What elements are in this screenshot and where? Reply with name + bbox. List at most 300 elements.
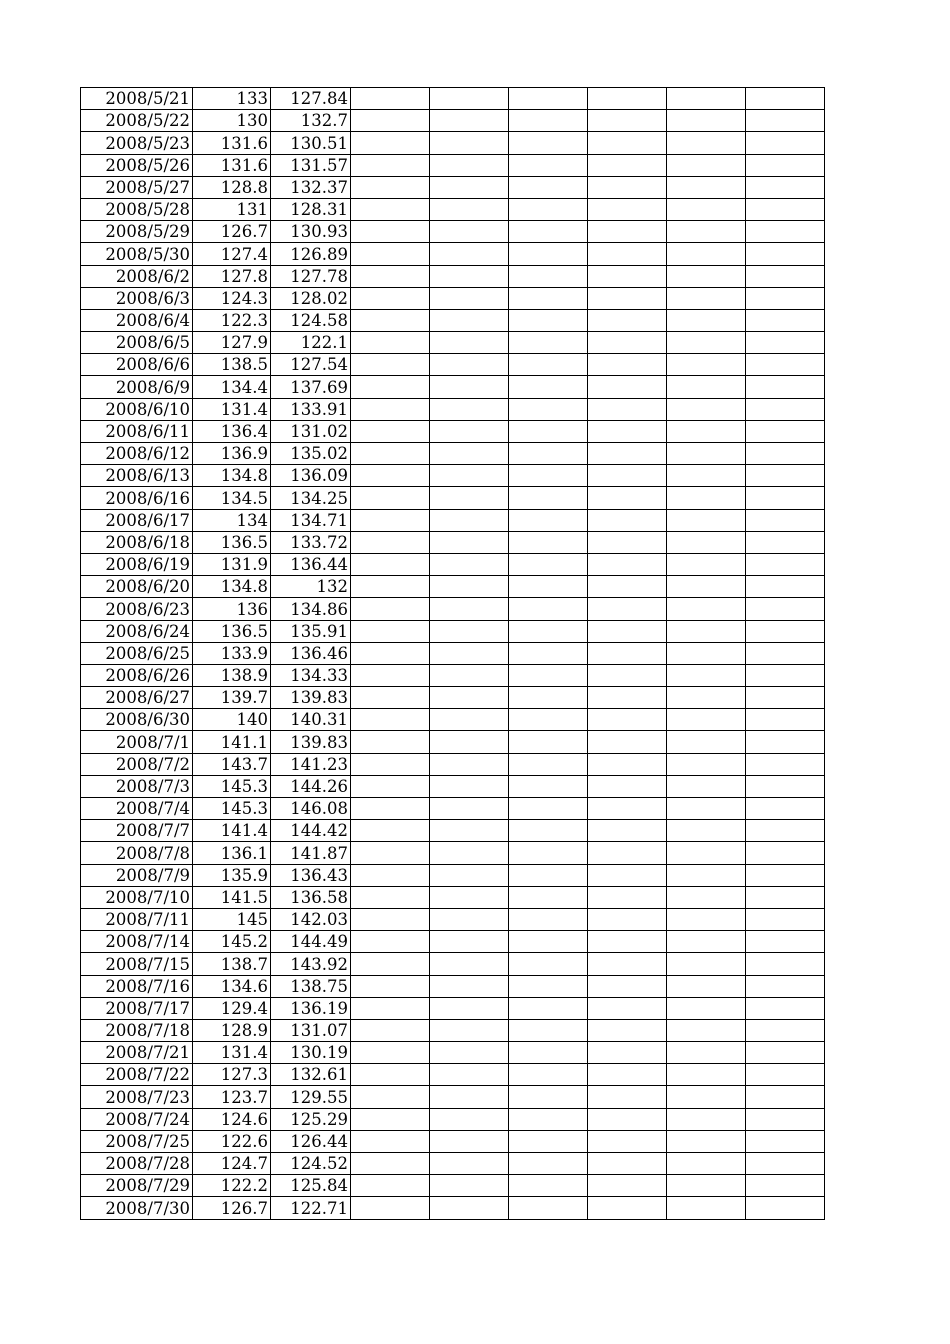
empty-cell[interactable] [667,1130,746,1152]
empty-cell[interactable] [351,1175,430,1197]
date-cell[interactable]: 2008/6/11 [81,420,193,442]
empty-cell[interactable] [509,1019,588,1041]
empty-cell[interactable] [588,775,667,797]
date-cell[interactable]: 2008/7/15 [81,953,193,975]
empty-cell[interactable] [667,1042,746,1064]
date-cell[interactable]: 2008/7/3 [81,775,193,797]
value-a-cell[interactable]: 134.6 [193,975,271,997]
date-cell[interactable]: 2008/7/24 [81,1108,193,1130]
empty-cell[interactable] [509,154,588,176]
empty-cell[interactable] [746,332,825,354]
empty-cell[interactable] [746,110,825,132]
value-a-cell[interactable]: 136.5 [193,531,271,553]
empty-cell[interactable] [746,132,825,154]
empty-cell[interactable] [351,487,430,509]
value-a-cell[interactable]: 134.8 [193,465,271,487]
empty-cell[interactable] [509,354,588,376]
value-a-cell[interactable]: 131.9 [193,553,271,575]
value-b-cell[interactable]: 131.02 [271,420,351,442]
empty-cell[interactable] [430,221,509,243]
empty-cell[interactable] [351,154,430,176]
empty-cell[interactable] [351,687,430,709]
value-b-cell[interactable]: 127.78 [271,265,351,287]
date-cell[interactable]: 2008/6/6 [81,354,193,376]
empty-cell[interactable] [667,709,746,731]
value-b-cell[interactable]: 146.08 [271,798,351,820]
empty-cell[interactable] [509,176,588,198]
empty-cell[interactable] [746,864,825,886]
empty-cell[interactable] [351,820,430,842]
value-a-cell[interactable]: 128.8 [193,176,271,198]
empty-cell[interactable] [430,753,509,775]
empty-cell[interactable] [509,1130,588,1152]
empty-cell[interactable] [430,864,509,886]
date-cell[interactable]: 2008/6/27 [81,687,193,709]
value-b-cell[interactable]: 124.52 [271,1153,351,1175]
empty-cell[interactable] [430,576,509,598]
empty-cell[interactable] [746,975,825,997]
empty-cell[interactable] [430,642,509,664]
empty-cell[interactable] [588,1042,667,1064]
empty-cell[interactable] [588,931,667,953]
date-cell[interactable]: 2008/6/26 [81,664,193,686]
value-a-cell[interactable]: 141.1 [193,731,271,753]
empty-cell[interactable] [667,553,746,575]
value-a-cell[interactable]: 124.6 [193,1108,271,1130]
empty-cell[interactable] [746,1153,825,1175]
value-b-cell[interactable]: 140.31 [271,709,351,731]
empty-cell[interactable] [509,1086,588,1108]
empty-cell[interactable] [746,1108,825,1130]
value-b-cell[interactable]: 130.51 [271,132,351,154]
empty-cell[interactable] [351,576,430,598]
value-a-cell[interactable]: 135.9 [193,864,271,886]
empty-cell[interactable] [746,687,825,709]
value-b-cell[interactable]: 134.86 [271,598,351,620]
empty-cell[interactable] [430,687,509,709]
empty-cell[interactable] [430,243,509,265]
empty-cell[interactable] [351,1019,430,1041]
value-a-cell[interactable]: 136.9 [193,443,271,465]
empty-cell[interactable] [430,354,509,376]
empty-cell[interactable] [430,997,509,1019]
empty-cell[interactable] [351,709,430,731]
value-b-cell[interactable]: 132.7 [271,110,351,132]
date-cell[interactable]: 2008/7/18 [81,1019,193,1041]
empty-cell[interactable] [509,132,588,154]
empty-cell[interactable] [509,265,588,287]
empty-cell[interactable] [667,198,746,220]
empty-cell[interactable] [351,465,430,487]
empty-cell[interactable] [667,1175,746,1197]
value-a-cell[interactable]: 133.9 [193,642,271,664]
value-a-cell[interactable]: 136 [193,598,271,620]
empty-cell[interactable] [588,443,667,465]
value-a-cell[interactable]: 136.1 [193,842,271,864]
value-a-cell[interactable]: 136.4 [193,420,271,442]
empty-cell[interactable] [351,1108,430,1130]
empty-cell[interactable] [588,376,667,398]
empty-cell[interactable] [351,997,430,1019]
value-a-cell[interactable]: 136.5 [193,620,271,642]
empty-cell[interactable] [509,221,588,243]
value-b-cell[interactable]: 131.57 [271,154,351,176]
empty-cell[interactable] [746,265,825,287]
empty-cell[interactable] [351,775,430,797]
value-a-cell[interactable]: 128.9 [193,1019,271,1041]
empty-cell[interactable] [588,265,667,287]
empty-cell[interactable] [588,198,667,220]
empty-cell[interactable] [588,1197,667,1219]
empty-cell[interactable] [667,1197,746,1219]
empty-cell[interactable] [430,664,509,686]
date-cell[interactable]: 2008/5/23 [81,132,193,154]
empty-cell[interactable] [351,88,430,110]
empty-cell[interactable] [588,531,667,553]
empty-cell[interactable] [509,997,588,1019]
empty-cell[interactable] [430,132,509,154]
date-cell[interactable]: 2008/6/4 [81,309,193,331]
date-cell[interactable]: 2008/7/21 [81,1042,193,1064]
empty-cell[interactable] [588,1153,667,1175]
empty-cell[interactable] [509,198,588,220]
empty-cell[interactable] [667,176,746,198]
value-b-cell[interactable]: 136.46 [271,642,351,664]
empty-cell[interactable] [746,664,825,686]
empty-cell[interactable] [430,820,509,842]
date-cell[interactable]: 2008/7/10 [81,886,193,908]
empty-cell[interactable] [430,775,509,797]
empty-cell[interactable] [430,953,509,975]
empty-cell[interactable] [667,620,746,642]
empty-cell[interactable] [667,664,746,686]
empty-cell[interactable] [351,731,430,753]
value-b-cell[interactable]: 136.09 [271,465,351,487]
empty-cell[interactable] [667,997,746,1019]
date-cell[interactable]: 2008/7/4 [81,798,193,820]
date-cell[interactable]: 2008/7/8 [81,842,193,864]
empty-cell[interactable] [746,198,825,220]
empty-cell[interactable] [351,753,430,775]
empty-cell[interactable] [351,243,430,265]
value-b-cell[interactable]: 128.02 [271,287,351,309]
empty-cell[interactable] [509,687,588,709]
value-b-cell[interactable]: 132 [271,576,351,598]
empty-cell[interactable] [588,243,667,265]
empty-cell[interactable] [351,443,430,465]
empty-cell[interactable] [509,398,588,420]
date-cell[interactable]: 2008/5/21 [81,88,193,110]
empty-cell[interactable] [351,221,430,243]
value-a-cell[interactable]: 131.4 [193,1042,271,1064]
empty-cell[interactable] [430,176,509,198]
empty-cell[interactable] [588,731,667,753]
empty-cell[interactable] [746,154,825,176]
date-cell[interactable]: 2008/6/9 [81,376,193,398]
empty-cell[interactable] [430,509,509,531]
empty-cell[interactable] [588,798,667,820]
empty-cell[interactable] [667,1086,746,1108]
empty-cell[interactable] [351,265,430,287]
empty-cell[interactable] [588,820,667,842]
empty-cell[interactable] [430,443,509,465]
value-a-cell[interactable]: 131.6 [193,154,271,176]
empty-cell[interactable] [351,842,430,864]
empty-cell[interactable] [588,687,667,709]
empty-cell[interactable] [588,309,667,331]
empty-cell[interactable] [746,1130,825,1152]
empty-cell[interactable] [588,642,667,664]
value-b-cell[interactable]: 136.19 [271,997,351,1019]
value-a-cell[interactable]: 131.4 [193,398,271,420]
empty-cell[interactable] [430,908,509,930]
empty-cell[interactable] [509,731,588,753]
empty-cell[interactable] [430,1108,509,1130]
empty-cell[interactable] [588,886,667,908]
empty-cell[interactable] [667,1153,746,1175]
value-b-cell[interactable]: 133.72 [271,531,351,553]
empty-cell[interactable] [430,553,509,575]
empty-cell[interactable] [746,465,825,487]
empty-cell[interactable] [667,465,746,487]
value-b-cell[interactable]: 144.42 [271,820,351,842]
empty-cell[interactable] [430,1086,509,1108]
empty-cell[interactable] [430,975,509,997]
value-b-cell[interactable]: 136.44 [271,553,351,575]
date-cell[interactable]: 2008/7/16 [81,975,193,997]
empty-cell[interactable] [509,332,588,354]
empty-cell[interactable] [667,798,746,820]
value-a-cell[interactable]: 131 [193,198,271,220]
value-b-cell[interactable]: 144.26 [271,775,351,797]
date-cell[interactable]: 2008/7/22 [81,1064,193,1086]
value-b-cell[interactable]: 122.1 [271,332,351,354]
value-a-cell[interactable]: 127.9 [193,332,271,354]
value-b-cell[interactable]: 135.02 [271,443,351,465]
value-a-cell[interactable]: 134 [193,509,271,531]
empty-cell[interactable] [588,553,667,575]
empty-cell[interactable] [509,1042,588,1064]
empty-cell[interactable] [667,975,746,997]
value-b-cell[interactable]: 133.91 [271,398,351,420]
date-cell[interactable]: 2008/6/13 [81,465,193,487]
value-a-cell[interactable]: 129.4 [193,997,271,1019]
empty-cell[interactable] [351,110,430,132]
empty-cell[interactable] [746,886,825,908]
empty-cell[interactable] [351,376,430,398]
value-b-cell[interactable]: 136.43 [271,864,351,886]
empty-cell[interactable] [509,110,588,132]
empty-cell[interactable] [351,1130,430,1152]
empty-cell[interactable] [746,775,825,797]
empty-cell[interactable] [667,753,746,775]
empty-cell[interactable] [430,1019,509,1041]
empty-cell[interactable] [351,1153,430,1175]
empty-cell[interactable] [746,1175,825,1197]
value-b-cell[interactable]: 126.44 [271,1130,351,1152]
empty-cell[interactable] [351,176,430,198]
value-b-cell[interactable]: 143.92 [271,953,351,975]
empty-cell[interactable] [667,576,746,598]
empty-cell[interactable] [746,509,825,531]
empty-cell[interactable] [667,775,746,797]
empty-cell[interactable] [588,332,667,354]
empty-cell[interactable] [588,842,667,864]
value-b-cell[interactable]: 134.25 [271,487,351,509]
empty-cell[interactable] [509,243,588,265]
empty-cell[interactable] [667,642,746,664]
date-cell[interactable]: 2008/7/9 [81,864,193,886]
empty-cell[interactable] [588,620,667,642]
empty-cell[interactable] [430,110,509,132]
value-a-cell[interactable]: 126.7 [193,221,271,243]
value-a-cell[interactable]: 127.3 [193,1064,271,1086]
empty-cell[interactable] [430,309,509,331]
empty-cell[interactable] [588,997,667,1019]
value-b-cell[interactable]: 139.83 [271,731,351,753]
empty-cell[interactable] [746,820,825,842]
empty-cell[interactable] [588,1108,667,1130]
empty-cell[interactable] [746,1086,825,1108]
value-a-cell[interactable]: 141.5 [193,886,271,908]
empty-cell[interactable] [509,576,588,598]
empty-cell[interactable] [667,864,746,886]
date-cell[interactable]: 2008/5/26 [81,154,193,176]
empty-cell[interactable] [746,1019,825,1041]
empty-cell[interactable] [746,287,825,309]
value-b-cell[interactable]: 128.31 [271,198,351,220]
empty-cell[interactable] [430,265,509,287]
empty-cell[interactable] [667,1064,746,1086]
empty-cell[interactable] [509,931,588,953]
value-b-cell[interactable]: 136.58 [271,886,351,908]
empty-cell[interactable] [588,953,667,975]
empty-cell[interactable] [509,664,588,686]
empty-cell[interactable] [509,620,588,642]
empty-cell[interactable] [667,309,746,331]
empty-cell[interactable] [351,420,430,442]
value-b-cell[interactable]: 141.23 [271,753,351,775]
empty-cell[interactable] [588,509,667,531]
empty-cell[interactable] [667,687,746,709]
empty-cell[interactable] [509,509,588,531]
value-a-cell[interactable]: 145.2 [193,931,271,953]
date-cell[interactable]: 2008/5/30 [81,243,193,265]
empty-cell[interactable] [509,1064,588,1086]
empty-cell[interactable] [588,154,667,176]
empty-cell[interactable] [667,221,746,243]
empty-cell[interactable] [746,443,825,465]
value-a-cell[interactable]: 124.3 [193,287,271,309]
value-b-cell[interactable]: 135.91 [271,620,351,642]
empty-cell[interactable] [351,953,430,975]
value-a-cell[interactable]: 134.5 [193,487,271,509]
empty-cell[interactable] [351,354,430,376]
value-a-cell[interactable]: 141.4 [193,820,271,842]
empty-cell[interactable] [746,531,825,553]
value-b-cell[interactable]: 134.71 [271,509,351,531]
empty-cell[interactable] [667,443,746,465]
empty-cell[interactable] [430,798,509,820]
value-a-cell[interactable]: 130 [193,110,271,132]
date-cell[interactable]: 2008/6/30 [81,709,193,731]
empty-cell[interactable] [351,1086,430,1108]
value-b-cell[interactable]: 131.07 [271,1019,351,1041]
empty-cell[interactable] [588,975,667,997]
empty-cell[interactable] [430,1153,509,1175]
value-a-cell[interactable]: 122.3 [193,309,271,331]
empty-cell[interactable] [430,842,509,864]
empty-cell[interactable] [430,531,509,553]
date-cell[interactable]: 2008/6/12 [81,443,193,465]
empty-cell[interactable] [351,1197,430,1219]
date-cell[interactable]: 2008/7/25 [81,1130,193,1152]
empty-cell[interactable] [746,420,825,442]
empty-cell[interactable] [588,88,667,110]
date-cell[interactable]: 2008/6/5 [81,332,193,354]
date-cell[interactable]: 2008/7/29 [81,1175,193,1197]
empty-cell[interactable] [746,908,825,930]
empty-cell[interactable] [588,664,667,686]
value-a-cell[interactable]: 122.2 [193,1175,271,1197]
empty-cell[interactable] [746,553,825,575]
empty-cell[interactable] [588,908,667,930]
empty-cell[interactable] [667,931,746,953]
empty-cell[interactable] [588,487,667,509]
value-a-cell[interactable]: 145.3 [193,775,271,797]
empty-cell[interactable] [746,398,825,420]
empty-cell[interactable] [509,886,588,908]
value-a-cell[interactable]: 143.7 [193,753,271,775]
empty-cell[interactable] [588,709,667,731]
empty-cell[interactable] [430,487,509,509]
date-cell[interactable]: 2008/6/17 [81,509,193,531]
date-cell[interactable]: 2008/5/27 [81,176,193,198]
date-cell[interactable]: 2008/6/25 [81,642,193,664]
empty-cell[interactable] [746,709,825,731]
empty-cell[interactable] [351,1042,430,1064]
empty-cell[interactable] [746,221,825,243]
date-cell[interactable]: 2008/6/3 [81,287,193,309]
empty-cell[interactable] [509,1175,588,1197]
date-cell[interactable]: 2008/6/2 [81,265,193,287]
empty-cell[interactable] [746,731,825,753]
empty-cell[interactable] [430,154,509,176]
value-b-cell[interactable]: 126.89 [271,243,351,265]
empty-cell[interactable] [351,886,430,908]
empty-cell[interactable] [746,842,825,864]
empty-cell[interactable] [746,576,825,598]
value-b-cell[interactable]: 134.33 [271,664,351,686]
empty-cell[interactable] [746,354,825,376]
value-a-cell[interactable]: 145 [193,908,271,930]
empty-cell[interactable] [509,598,588,620]
empty-cell[interactable] [667,531,746,553]
empty-cell[interactable] [351,975,430,997]
empty-cell[interactable] [746,1064,825,1086]
empty-cell[interactable] [746,176,825,198]
value-b-cell[interactable]: 132.61 [271,1064,351,1086]
empty-cell[interactable] [667,598,746,620]
empty-cell[interactable] [430,198,509,220]
empty-cell[interactable] [509,753,588,775]
empty-cell[interactable] [430,1042,509,1064]
date-cell[interactable]: 2008/7/14 [81,931,193,953]
empty-cell[interactable] [667,953,746,975]
value-a-cell[interactable]: 140 [193,709,271,731]
empty-cell[interactable] [588,1086,667,1108]
value-b-cell[interactable]: 125.84 [271,1175,351,1197]
